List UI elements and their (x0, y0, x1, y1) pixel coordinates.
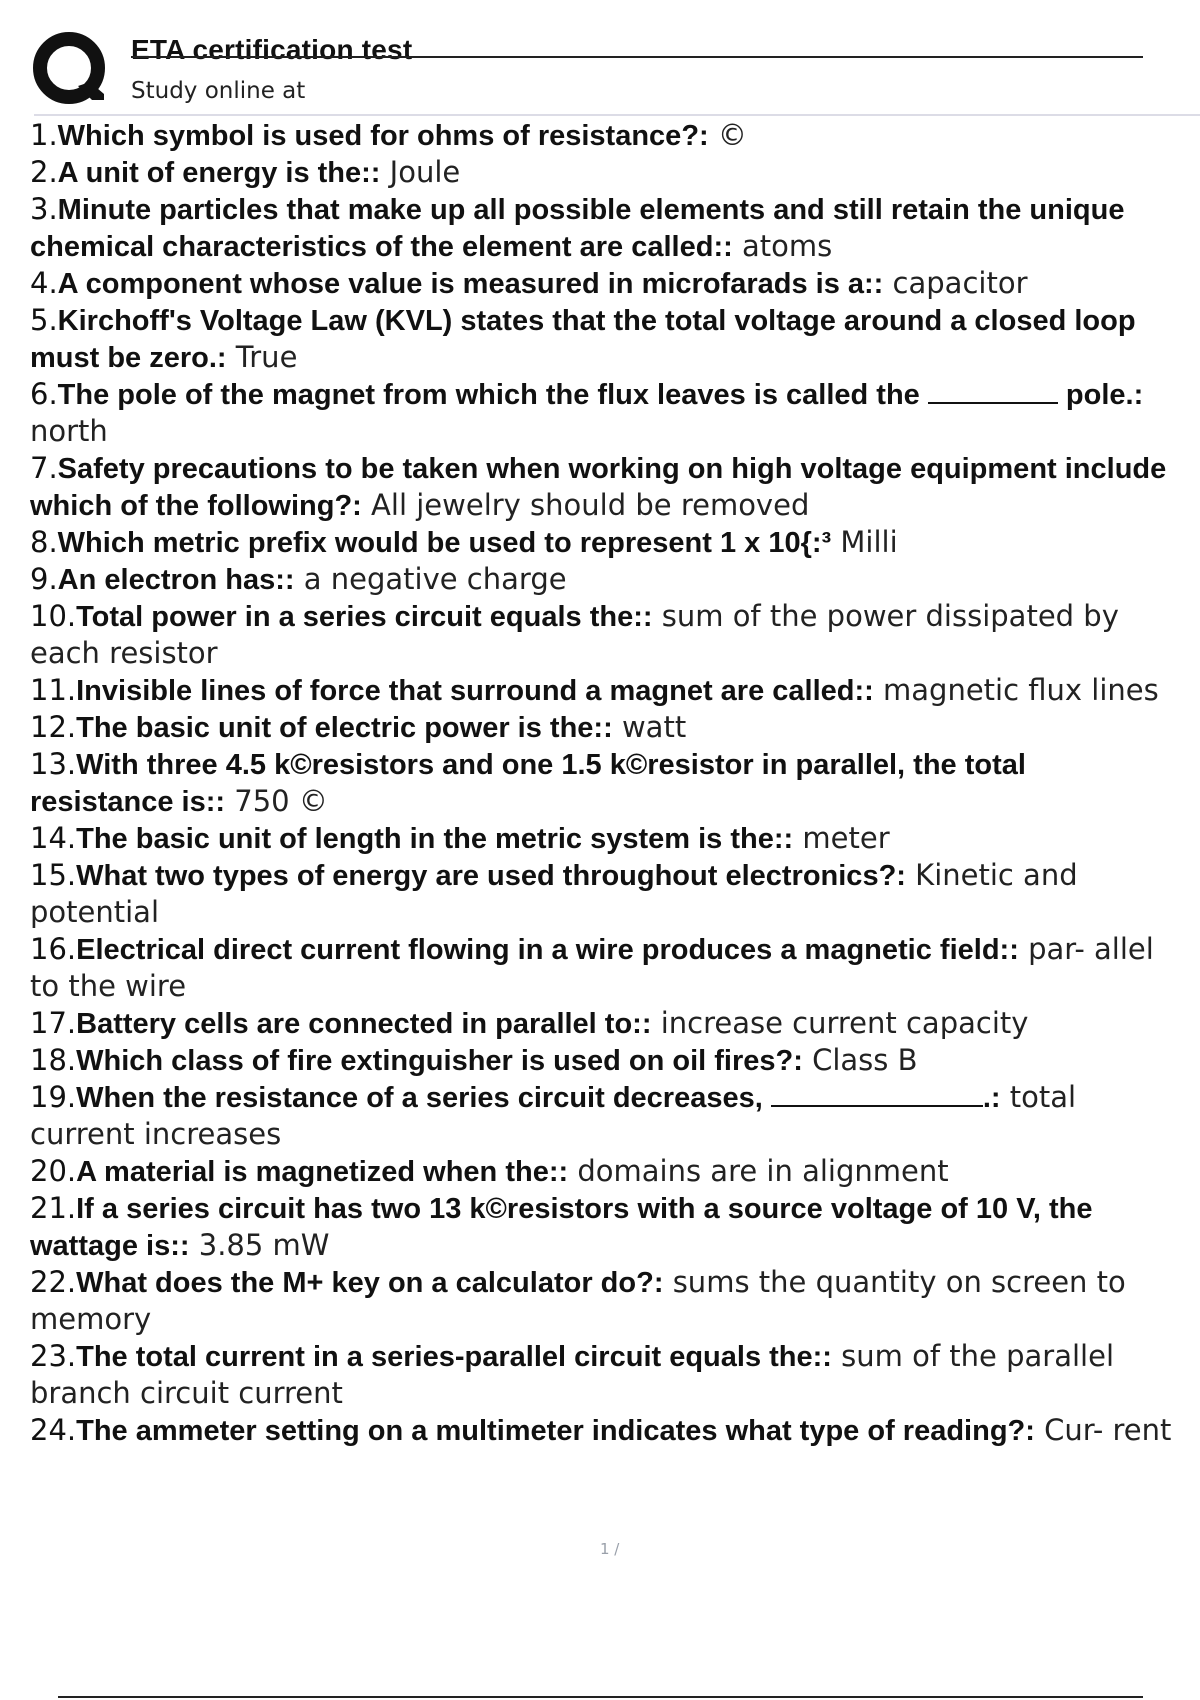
item-number: 8. (30, 525, 58, 559)
answer-text: sum of the parallel branch circuit current (30, 1339, 1114, 1410)
qa-item (30, 857, 1175, 931)
answer-text: Class B (802, 1043, 918, 1077)
qa-item (30, 561, 1175, 598)
page-number: 1 / (600, 1540, 620, 1558)
qa-item (30, 1005, 1175, 1042)
answer-text: par- allel to the wire (30, 932, 1154, 1003)
answer-text: magnetic flux lines (873, 673, 1159, 707)
question-text: The ammeter setting on a multimeter indicates what type of reading?: (76, 1415, 1035, 1447)
qa-item (30, 524, 1175, 561)
item-number: 15. (30, 858, 77, 892)
qa-item (30, 598, 1175, 672)
question-text: Total power in a series circuit equals the:: (76, 601, 653, 633)
header-divider (34, 114, 1200, 116)
item-number: 17. (30, 1006, 77, 1040)
question-text: The pole of the magnet from which the flux leaves is called the (57, 379, 928, 411)
item-number: 10. (30, 599, 77, 633)
item-number: 5. (30, 303, 58, 337)
answer-text: meter (793, 821, 890, 855)
qa-item (30, 931, 1175, 1005)
qa-item (30, 746, 1175, 820)
answer-text: All jewelry should be removed (361, 488, 810, 522)
qa-item (30, 265, 1175, 302)
item-number: 24. (30, 1413, 77, 1447)
answer-text: capacitor (883, 266, 1028, 300)
item-number: 11. (30, 673, 77, 707)
qa-item (30, 1338, 1175, 1412)
item-number: 7. (30, 451, 58, 485)
qa-item (30, 1079, 1175, 1153)
qa-item (30, 154, 1175, 191)
qa-item (30, 672, 1175, 709)
question-text: The basic unit of length in the metric system is the:: (76, 823, 794, 855)
qa-item (30, 117, 1175, 154)
question-text: Which symbol is used for ohms of resistance?: (57, 120, 709, 152)
question-text: The basic unit of electric power is the:: (76, 712, 613, 744)
qa-item (30, 1264, 1175, 1338)
answer-text: Joule (380, 155, 461, 189)
question-text: A component whose value is measured in microfarads is a:: (57, 268, 884, 300)
question-text: The total current in a series-parallel circuit equals the:: (76, 1341, 832, 1373)
qa-item (30, 1153, 1175, 1190)
question-text: What two types of energy are used throughout electronics?: (76, 860, 906, 892)
question-text: Which class of fire extinguisher is used on oil fires?: (76, 1045, 803, 1077)
qa-item (30, 1190, 1175, 1264)
footer-divider (58, 1696, 1143, 1698)
quizlet-logo-icon (30, 30, 112, 112)
item-number: 21. (30, 1191, 77, 1225)
item-number: 16. (30, 932, 77, 966)
answer-text: 750 © (225, 784, 328, 818)
item-number: 13. (30, 747, 77, 781)
answer-text: 3.85 mW (189, 1228, 330, 1262)
answer-text: domains are in alignment (568, 1154, 949, 1188)
question-text: Safety precautions to be taken when working on high voltage equipment include which of the following?: (30, 453, 1167, 522)
item-number: 20. (30, 1154, 77, 1188)
answer-text: © (708, 118, 747, 152)
item-number: 14. (30, 821, 77, 855)
qa-item (30, 709, 1175, 746)
document-title: ETA certification test (131, 34, 413, 65)
answer-text: Milli (831, 525, 898, 559)
fill-in-blank (928, 402, 1058, 404)
question-text: A material is magnetized when the:: (76, 1156, 569, 1188)
item-number: 4. (30, 266, 58, 300)
item-number: 18. (30, 1043, 77, 1077)
item-number: 19. (30, 1080, 77, 1114)
qa-item (30, 1042, 1175, 1079)
item-number: 2. (30, 155, 58, 189)
question-text: Battery cells are connected in parallel to:: (76, 1008, 652, 1040)
answer-text: increase current capacity (651, 1006, 1029, 1040)
question-text: Invisible lines of force that surround a magnet are called:: (76, 675, 874, 707)
answer-text: watt (612, 710, 687, 744)
answer-text: atoms (732, 229, 833, 263)
item-number: 3. (30, 192, 58, 226)
item-number: 23. (30, 1339, 77, 1373)
answer-text: north (30, 414, 108, 448)
question-text: If a series circuit has two 13 k©resistors with a source voltage of 10 V, the wattage is:: (30, 1193, 1093, 1262)
answer-text: a negative charge (294, 562, 567, 596)
question-answer-list (30, 117, 1175, 1449)
question-text: Minute particles that make up all possible elements and still retain the unique chemical characteristics of the element are called:: (30, 194, 1125, 263)
item-number: 12. (30, 710, 77, 744)
question-text: An electron has:: (57, 564, 295, 596)
qa-item (30, 450, 1175, 524)
item-number: 9. (30, 562, 58, 596)
qa-item (30, 191, 1175, 265)
question-text: With three 4.5 k©resistors and one 1.5 k©resistor in parallel, the total resistance is:: (30, 749, 1026, 818)
title-underline (131, 56, 1143, 58)
question-text-continued: pole.: (1057, 379, 1144, 411)
document-header (0, 0, 1200, 118)
item-number: 6. (30, 377, 58, 411)
answer-text: sums the quantity on screen to memory (30, 1265, 1126, 1336)
answer-text: total current increases (30, 1080, 1077, 1151)
answer-text: True (226, 340, 298, 374)
qa-item (30, 1412, 1175, 1449)
qa-item (30, 376, 1175, 450)
answer-text: Kinetic and potential (30, 858, 1078, 929)
answer-text: sum of the power dissipated by each resistor (30, 599, 1119, 670)
fill-in-blank (771, 1105, 983, 1107)
document-subtitle: Study online at (131, 78, 306, 104)
question-text: When the resistance of a series circuit decreases, (76, 1082, 771, 1114)
item-number: 22. (30, 1265, 77, 1299)
question-text: Electrical direct current flowing in a wire produces a magnetic field:: (76, 934, 1019, 966)
question-text-continued: .: (982, 1082, 1001, 1114)
qa-item (30, 820, 1175, 857)
question-text: What does the M+ key on a calculator do?: (76, 1267, 664, 1299)
question-text: A unit of energy is the:: (57, 157, 381, 189)
question-text: Which metric prefix would be used to represent 1 x 10{:³ (57, 527, 832, 559)
item-number: 1. (30, 118, 58, 152)
answer-text: Cur- rent (1034, 1413, 1172, 1447)
question-text: Kirchoff's Voltage Law (KVL) states that the total voltage around a closed loop must be zero.: (30, 305, 1136, 374)
qa-item (30, 302, 1175, 376)
